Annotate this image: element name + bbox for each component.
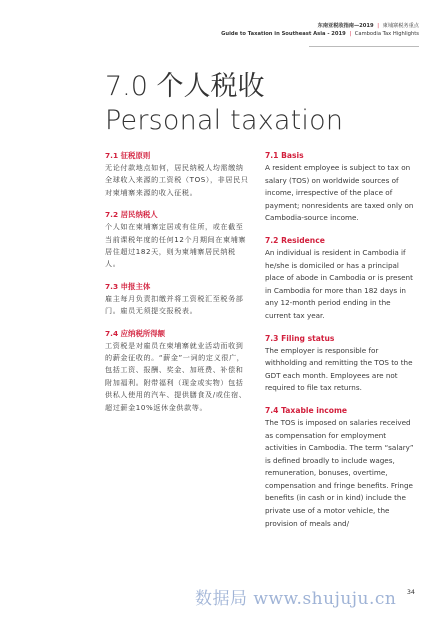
page-title-zh: 7.0 个人税收 — [105, 71, 265, 102]
header-country-zh: 柬埔寨税务重点 — [382, 23, 419, 29]
header-guide-title-en: Guide to Taxation in Southeast Asia - 2019 — [221, 31, 346, 37]
section-heading: 7.4 应纳税所得额 — [105, 328, 166, 338]
section-body: The TOS is imposed on salaries received as compensation for employment activities in Cambodia. The term “salary” is defined broadly to include wages, remuneration, bonuses, overtime, compensation and fringe benefits. Fringe benefits (in cash or in kind) include the private use of a motor vehicle, the provision of meals and/ — [265, 417, 414, 528]
section-filing-en — [265, 333, 415, 395]
section-body: 无论付款地点如何，居民纳税人均需缴纳全球收入来源的工资税（TOS），非居民只对柬埔寨来源的收入征税。 — [105, 163, 249, 197]
running-header — [221, 22, 419, 38]
section-residence-en — [265, 235, 415, 323]
section-filing-zh — [105, 281, 251, 318]
header-rule — [309, 46, 419, 47]
header-country-en: Cambodia Tax Highlights — [354, 31, 419, 37]
header-guide-title-zh: 东南亚税收指南—2019 — [317, 23, 374, 29]
page-title — [105, 70, 343, 138]
section-heading: 7.4 Taxable income — [265, 405, 348, 415]
section-heading: 7.3 Filing status — [265, 333, 335, 343]
section-body: 个人如在柬埔寨定居或有住所，或在截至当前课税年度的任何12个月期间在柬埔寨居住超过182天，则为柬埔寨居民纳税人。 — [105, 222, 247, 269]
page-title-en: Personal taxation — [105, 105, 344, 136]
header-separator: | — [349, 31, 352, 37]
section-body: 工资税是对雇员在柬埔寨就业活动而收到的薪金征收的。“薪金”一词的定义很广，包括工资、报酬、奖金、加班费、补偿和附加福利。附带福利（现金或实物）包括供私人使用的汽车、提供膳食及/或住宿、超过薪金10%返休金供款等。 — [105, 340, 247, 412]
section-body: The employer is responsible for withholding and remitting the TOS to the GDT each month. Employees are not required to file tax returns. — [265, 345, 413, 393]
header-line-en — [221, 30, 419, 38]
section-heading: 7.3 申报主体 — [105, 281, 151, 291]
section-body: A resident employee is subject to tax on salary (TOS) on worldwide sources of income, irrespective of the place of payment; nonresidents are taxed only on Cambodia-source income. — [265, 163, 414, 223]
header-line-zh — [221, 22, 419, 30]
section-basis-en — [265, 150, 415, 225]
chinese-column — [105, 150, 251, 424]
section-body: 雇主每月负责扣缴并将工资税汇至税务部门。雇员无须提交报税表。 — [105, 293, 244, 316]
section-body: An individual is resident in Cambodia if he/she is domiciled or has a principal place of abode in Cambodia or is present in Cambodia for more than 182 days in any 12-month period ending in the current tax year. — [265, 247, 413, 320]
section-heading: 7.2 居民纳税人 — [105, 210, 158, 220]
section-residence-zh — [105, 209, 251, 271]
section-basis-zh — [105, 150, 251, 199]
page-number: 34 — [406, 588, 415, 596]
watermark: 数据局 www.shujuju.cn — [195, 589, 397, 609]
section-taxable-income-en — [265, 405, 415, 530]
header-separator: | — [377, 23, 380, 29]
english-column — [265, 150, 415, 540]
section-heading: 7.1 Basis — [265, 151, 304, 160]
section-taxable-income-zh — [105, 328, 251, 414]
section-heading: 7.1 征税原则 — [105, 151, 151, 160]
section-heading: 7.2 Residence — [265, 235, 325, 245]
